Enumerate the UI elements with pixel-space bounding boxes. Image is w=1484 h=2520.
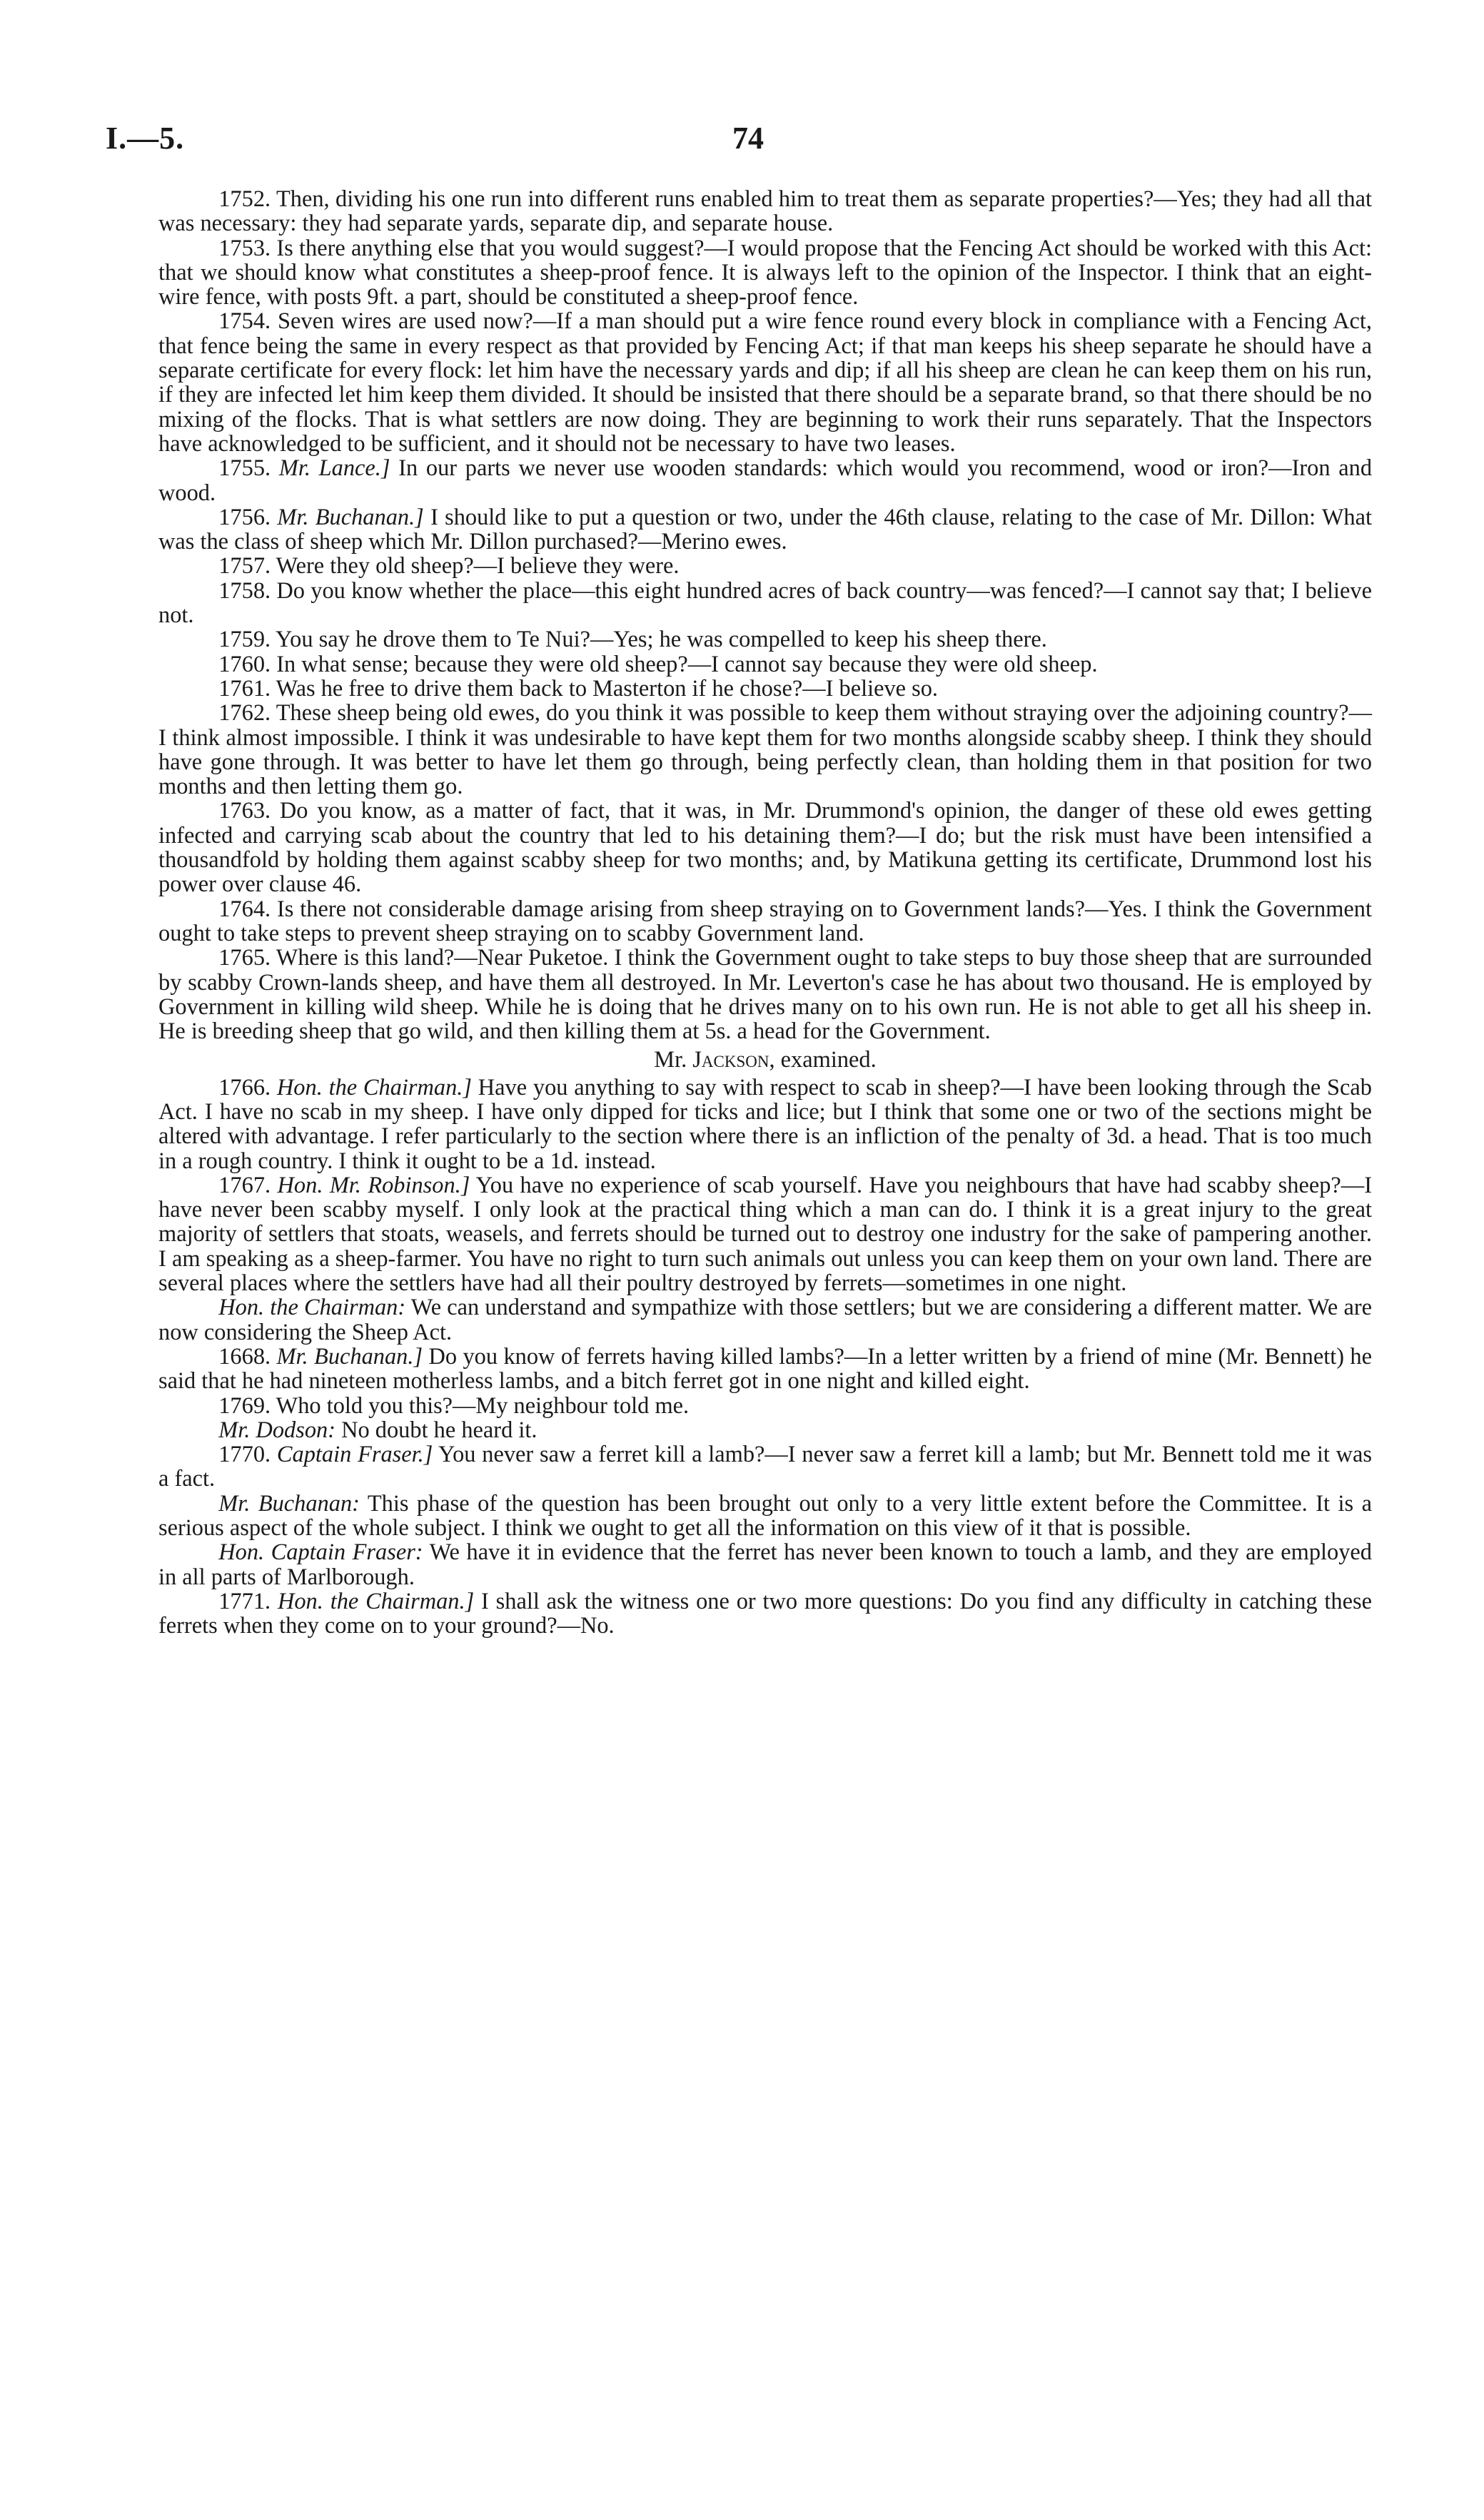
speaker: Hon. Captain Fraser: xyxy=(218,1539,423,1566)
question-paragraph xyxy=(158,1442,1372,1492)
question-paragraph xyxy=(158,505,1372,555)
answer-text: You never saw a ferret kill a lamb?—I never saw a ferret kill a lamb; but Mr. Bennett told me it was a fact. xyxy=(158,1442,1372,1492)
question-number: 1757. xyxy=(218,553,271,580)
speaker: Mr. Buchanan.] xyxy=(276,1343,423,1370)
question-paragraph xyxy=(158,309,1372,456)
question-number: 1765. xyxy=(218,945,271,971)
answer-text: Is there not considerable damage arising from sheep straying on to Government lands?—Yes. I think the Government ought to take steps to prevent sheep straying on to scabby Government land. xyxy=(158,896,1372,946)
answer-text: In what sense; because they were old sheep?—I cannot say because they were old sheep. xyxy=(276,651,1098,677)
question-number: 1770. xyxy=(218,1442,271,1468)
question-paragraph xyxy=(158,897,1372,946)
speaker: Captain Fraser.] xyxy=(276,1442,433,1468)
question-number: 1761. xyxy=(218,675,271,702)
answer-text: I shall ask the witness one or two more questions: Do you find any difficulty in catching these ferrets when they come on to your ground?—No. xyxy=(158,1588,1372,1639)
question-paragraph xyxy=(158,946,1372,1043)
question-paragraph xyxy=(158,677,1372,701)
question-paragraph xyxy=(158,799,1372,896)
remark-paragraph xyxy=(158,1295,1372,1345)
question-paragraph xyxy=(158,1589,1372,1639)
question-paragraph xyxy=(158,627,1372,652)
question-number: 1759. xyxy=(218,627,271,653)
question-paragraph xyxy=(158,187,1372,236)
question-number: 1763. xyxy=(218,798,271,824)
question-number: 1769. xyxy=(218,1392,271,1419)
question-number: 1756. xyxy=(218,504,271,530)
witness-prefix: Mr. xyxy=(654,1047,693,1073)
remark-text: We can understand and sympathize with those settlers; but we are considering a different matter. We are now considering the Sheep Act. xyxy=(158,1295,1372,1345)
remark-paragraph xyxy=(158,1418,1372,1442)
remark-text: This phase of the question has been brought out only to a very little extent before the Committee. It is a serious aspect of the whole subject. I think we ought to get all the information on this view of it that is possible. xyxy=(158,1490,1373,1542)
answer-text: I should like to put a question or two, under the 46th clause, relating to the case of Mr. Dillon: What was the class of sheep which Mr. Dillon purchased?—Merino ewes. xyxy=(158,504,1372,555)
speaker: Hon. Mr. Robinson.] xyxy=(277,1172,470,1198)
document-body xyxy=(158,187,1372,1639)
answer-text: Then, dividing his one run into different runs enabled him to treat them as separate properties?—Yes; they had all that was necessary: they had separate yards, separate dip, and separate house. xyxy=(158,186,1373,237)
answer-text: You say he drove them to Te Nui?—Yes; he was compelled to keep his sheep there. xyxy=(276,627,1047,653)
speaker: Hon. the Chairman.] xyxy=(277,1588,475,1614)
speaker: Mr. Lance.] xyxy=(278,455,390,482)
answer-text: Where is this land?—Near Puketoe. I think the Government ought to take steps to buy those sheep that are surrounded by scabby Crown-lands sheep, and have them all destroyed. In Mr. Leverton's case he has about two thousand. He is employed by Government in killing wild sheep. While he is doing that he drives many on to his own run. He is not able to get all his sheep in. He is breeding sheep that go wild, and then killing them at 5s. a head for the Government. xyxy=(158,945,1372,1045)
question-number: 1752. xyxy=(218,186,271,212)
question-paragraph xyxy=(158,456,1372,505)
question-paragraph xyxy=(158,1076,1372,1173)
question-paragraph xyxy=(158,554,1372,578)
answer-text: Who told you this?—My neighbour told me. xyxy=(276,1392,690,1419)
answer-text: Do you know whether the place—this eight hundred acres of back country—was fenced?—I cannot say that; I believe not. xyxy=(158,577,1372,629)
speaker: Mr. Buchanan.] xyxy=(277,504,424,530)
answer-text: These sheep being old ewes, do you think it was possible to keep them without straying over the adjoining country?—I think almost impossible. I think it was undesirable to have kept them for two months alongside scabby sheep. I think they should have gone through. It was better to have let them go through, being perfectly clean, than holding them in that position for two months and then letting them go. xyxy=(158,700,1372,800)
question-paragraph xyxy=(158,1173,1372,1295)
question-paragraph xyxy=(158,1394,1372,1418)
question-paragraph xyxy=(158,236,1372,310)
speaker: Mr. Buchanan: xyxy=(218,1490,360,1517)
witness-name: Jackson xyxy=(692,1047,769,1073)
speaker: Mr. Dodson: xyxy=(218,1417,335,1443)
answer-text: Have you anything to say with respect to scab in sheep?—I have been looking through the Scab Act. I have no scab in my sheep. I have only dipped for ticks and lice; but I think that some one or two of the sections might be altered with advantage. I refer particularly to the section where there is an infliction of the penalty of 3d. a head. That is too much in a rough country. I think it ought to be a 1d. instead. xyxy=(158,1074,1372,1174)
remark-text: No doubt he heard it. xyxy=(341,1417,537,1443)
page-number: 74 xyxy=(732,121,764,156)
speaker: Hon. the Chairman: xyxy=(218,1295,406,1321)
question-number: 1758. xyxy=(218,577,271,604)
question-paragraph xyxy=(158,1345,1372,1394)
witness-suffix: , examined. xyxy=(769,1047,877,1073)
remark-paragraph xyxy=(158,1540,1372,1589)
question-number: 1754. xyxy=(218,308,271,335)
question-paragraph xyxy=(158,701,1372,799)
answer-text: Were they old sheep?—I believe they were. xyxy=(276,553,680,580)
question-number: 1764. xyxy=(218,896,271,922)
answer-text: You have no experience of scab yourself. Have you neighbours that have had scabby sheep?—I have never been scabby myself. I only look at the practical thing which a man can do. I think it is a great injury to the great majority of settlers that stoats, weasels, and ferrets should be turned out to destroy one industry for the sake of pampering another. I am speaking as a sheep-farmer. You have no right to turn such animals out unless you can keep them on your own land. There are several places where the settlers have had all their poultry destroyed by ferrets—sometimes in one night. xyxy=(158,1172,1372,1297)
answer-text: Do you know of ferrets having killed lambs?—In a letter written by a friend of mine (Mr. Bennett) he said that he had nineteen motherless lambs, and a bitch ferret got in one night and killed eight. xyxy=(158,1343,1372,1395)
question-paragraph xyxy=(158,579,1372,628)
speaker: Hon. the Chairman.] xyxy=(276,1074,472,1100)
remark-text: We have it in evidence that the ferret has never been known to touch a lamb, and they are employed in all parts of Marlborough. xyxy=(158,1539,1372,1590)
answer-text: Do you know, as a matter of fact, that it was, in Mr. Drummond's opinion, the danger of these old ewes getting infected and carrying scab about the country that led to his detaining them?—I do; but the risk must have been intensified a thousandfold by holding them against scabby sheep for two months; and, by Matikuna getting its certificate, Drummond lost his power over clause 46. xyxy=(158,798,1372,898)
paper-reference: I.—5. xyxy=(106,121,185,156)
question-number: 1755. xyxy=(218,455,271,482)
question-number: 1760. xyxy=(218,651,271,677)
question-number: 1753. xyxy=(218,235,271,261)
answer-text: Is there anything else that you would suggest?—I would propose that the Fencing Act should be worked with this Act: that we should know what constitutes a sheep-proof fence. It is always left to the opinion of the Inspector. I think that an eight-wire fence, with posts 9ft. a part, should be constituted a sheep-proof fence. xyxy=(158,235,1372,310)
remark-paragraph xyxy=(158,1492,1372,1541)
question-number: 1762. xyxy=(218,700,271,727)
answer-text: Was he free to drive them back to Masterton if he chose?—I believe so. xyxy=(276,675,939,702)
question-number: 1766. xyxy=(218,1074,271,1100)
answer-text: Seven wires are used now?—If a man should put a wire fence round every block in compliance with a Fencing Act, that fence being the same in every respect as that provided by Fencing Act; if that man keeps his sheep separate he should have a separate certificate for every flock: let him have the necessary yards and dip; if all his sheep are clean he can keep them on his run, if they are infected let him keep them divided. It should be insisted that there should be a separate brand, so that there should be no mixing of the flocks. That is what settlers are now doing. They are beginning to work their runs separately. That the Inspectors have acknowledged to be sufficient, and it should not be necessary to have two leases. xyxy=(158,308,1372,457)
question-number: 1771. xyxy=(218,1588,271,1614)
page-header xyxy=(106,120,1390,163)
question-paragraph xyxy=(158,652,1372,677)
witness-heading xyxy=(158,1048,1372,1072)
question-number: 1668. xyxy=(218,1343,271,1370)
question-number: 1767. xyxy=(218,1172,271,1198)
answer-text: In our parts we never use wooden standards: which would you recommend, wood or iron?—Iron and wood. xyxy=(158,455,1373,506)
